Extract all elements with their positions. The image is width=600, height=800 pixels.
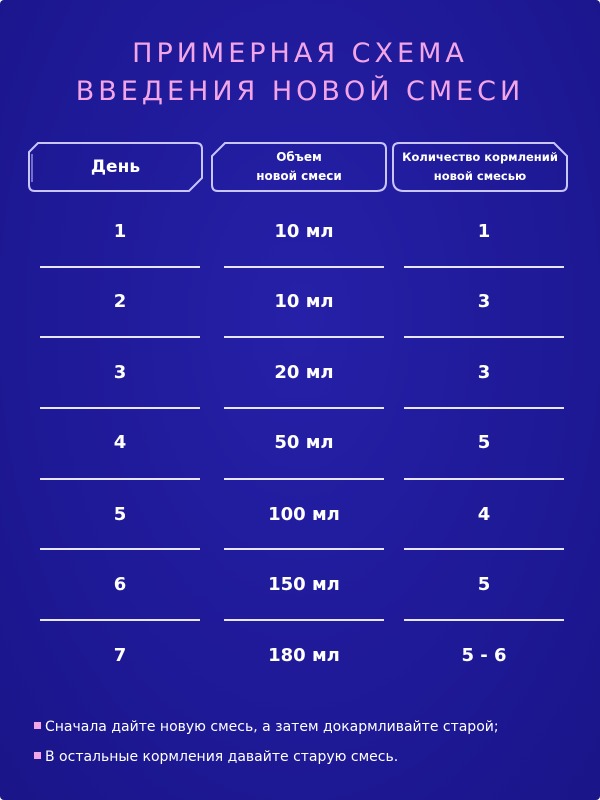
header-volume-line-2: новой смеси [256,169,342,183]
header-count-line-1: Количество кормлений [402,150,558,164]
row-divider [224,407,384,409]
table-cell-day: 7 [113,645,127,666]
header-volume-line-1: Объем [276,150,322,164]
header-volume-label [211,142,387,192]
row-divider [224,619,384,621]
table-cell-count: 1 [477,221,491,242]
square-bullet-icon [34,752,41,759]
row-divider [404,336,564,338]
table-cell-count: 4 [477,504,491,525]
table-cell-day: 1 [113,221,127,242]
note-text: В остальные кормления давайте старую смесь. [45,749,399,765]
table-cell-volume: 100 мл [268,504,340,525]
header-day-label: День [90,157,141,177]
header-count-label [392,142,568,192]
row-divider [404,478,564,480]
note-text: Сначала дайте новую смесь, а затем докармливайте старой; [45,719,499,735]
row-divider [40,336,200,338]
header-count-line-2: новой смесью [433,169,527,183]
row-divider [404,548,564,550]
note-item [34,749,594,765]
note-item [34,719,594,735]
table-cell-day: 2 [113,291,127,312]
table-cell-count: 3 [477,291,491,312]
title-line-1: ПРИМЕРНАЯ СХЕМА [132,38,468,69]
row-divider [40,478,200,480]
square-bullet-icon [34,722,41,729]
row-divider [40,548,200,550]
table-cell-volume: 20 мл [274,362,334,383]
table-cell-volume: 150 мл [268,574,340,595]
table-cell-count: 3 [477,362,491,383]
row-divider [404,266,564,268]
row-divider [404,407,564,409]
row-divider [224,336,384,338]
table-cell-volume: 10 мл [274,291,334,312]
table-cell-day: 4 [113,432,127,453]
row-divider [224,548,384,550]
row-divider [40,407,200,409]
row-divider [40,619,200,621]
table-cell-count: 5 [477,432,491,453]
table-cell-day: 3 [113,362,127,383]
table-cell-day: 5 [113,504,127,525]
row-divider [404,619,564,621]
row-divider [224,266,384,268]
table-cell-volume: 10 мл [274,221,334,242]
table-cell-day: 6 [113,574,127,595]
row-divider [224,478,384,480]
header-day [28,142,203,192]
header-count [392,142,568,192]
table-cell-volume: 180 мл [268,645,340,666]
table-cell-count: 5 - 6 [461,645,507,666]
header-volume [211,142,387,192]
row-divider [40,266,200,268]
table-cell-count: 5 [477,574,491,595]
title-line-2: ВВЕДЕНИЯ НОВОЙ СМЕСИ [75,76,525,107]
table-cell-volume: 50 мл [274,432,334,453]
